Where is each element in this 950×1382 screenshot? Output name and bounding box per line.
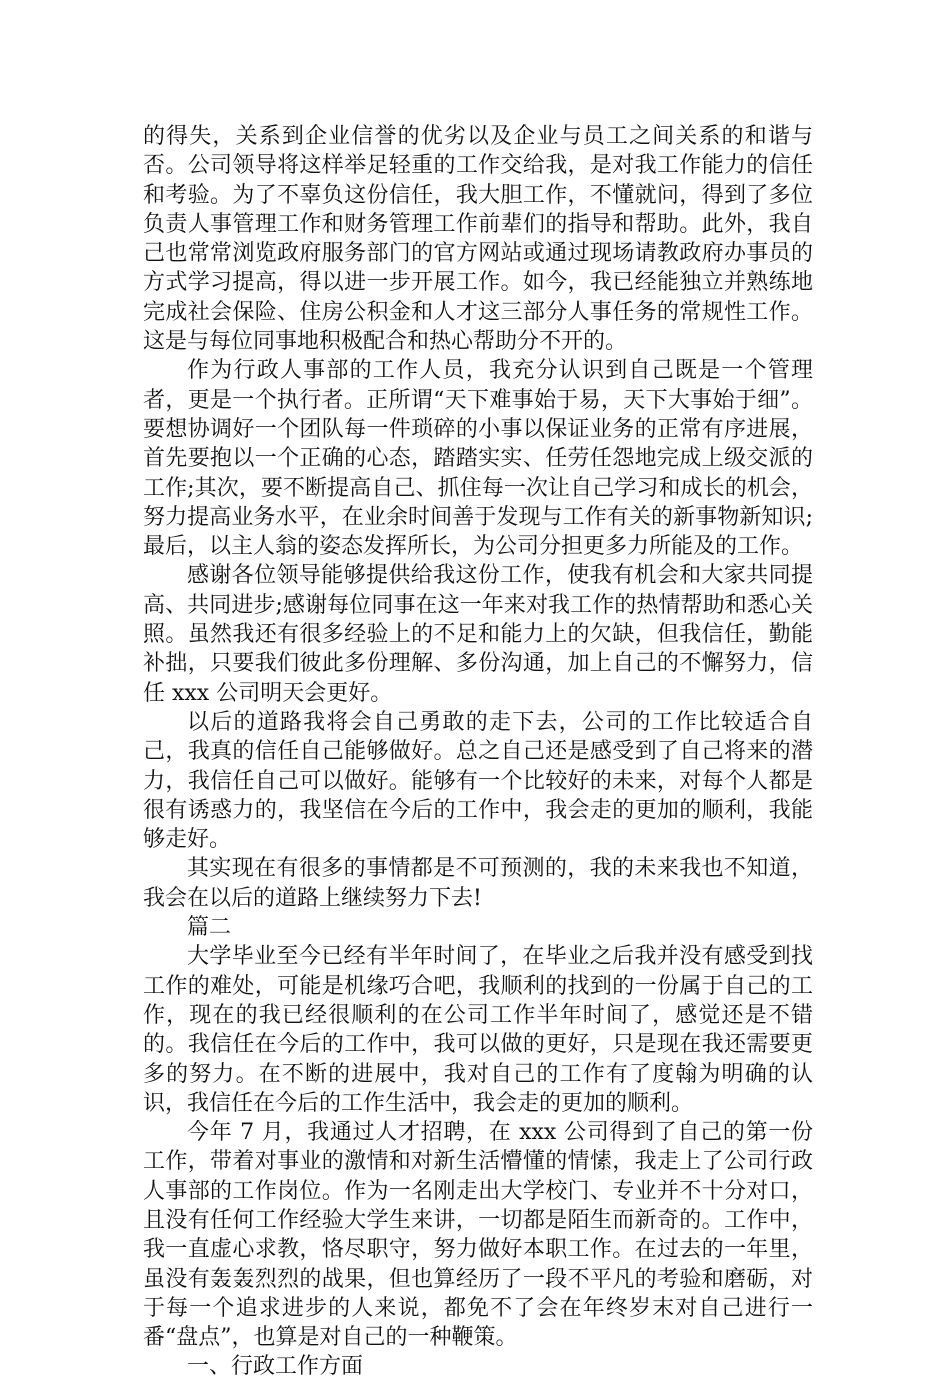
- paragraph: 以后的道路我将会自己勇敢的走下去，公司的工作比较适合自己，我真的信任自己能够做好。总之自己还是感受到了自己将来的潜力，我信任自己可以做好。能够有一个比较好的未来，对每个人都是很有诱惑力的，我坚信在今后的工作中，我会走的更加的顺利，我能够走好。: [143, 709, 813, 853]
- document-body: [143, 122, 813, 1382]
- paragraph: 其实现在有很多的事情都是不可预测的，我的未来我也不知道，我会在以后的道路上继续努力下去!: [143, 856, 813, 911]
- paragraph: 今年 7 月，我通过人才招聘，在 xxx 公司得到了自己的第一份工作，带着对事业的激情和对新生活懵懂的情愫，我走上了公司行政人事部的工作岗位。作为一名刚走出大学校门、专业并不十分对口，且没有任何工作经验大学生来讲，一切都是陌生而新奇的。工作中，我一直虚心求教，恪尽职守，努力做好本职工作。在过去的一年里，虽没有轰轰烈烈的战果，但也算经历了一段不平凡的考验和磨砺，对于每一个追求进步的人来说，都免不了会在年终岁末对自己进行一番“盘点”，也算是对自己的一种鞭策。: [143, 1120, 813, 1351]
- paragraph: 大学毕业至今已经有半年时间了，在毕业之后我并没有感受到找工作的难处，可能是机缘巧合吧，我顺利的找到的一份属于自己的工作，现在的我已经很顺利的在公司工作半年时间了，感觉还是不错的。我信任在今后的工作中，我可以做的更好，只是现在我还需要更多的努力。在不断的进展中，我对自己的工作有了度翰为明确的认识，我信任在今后的工作生活中，我会走的更加的顺利。: [143, 944, 813, 1116]
- paragraph: 的得失，关系到企业信誉的优劣以及企业与员工之间关系的和谐与否。公司领导将这样举足轻重的工作交给我，是对我工作能力的信任和考验。为了不辜负这份信任，我大胆工作，不懂就问，得到了多位负责人事管理工作和财务管理工作前辈们的指导和帮助。此外，我自己也常常浏览政府服务部门的官方网站或通过现场请教政府办事员的方式学习提高，得以进一步开展工作。如今，我已经能独立并熟练地完成社会保险、住房公积金和人才这三部分人事任务的常规性工作。这是与每位同事地积极配合和热心帮助分不开的。: [143, 124, 813, 355]
- subheading: 一、行政工作方面: [187, 1354, 364, 1380]
- section-label: 篇二: [187, 915, 232, 941]
- paragraph: 感谢各位领导能够提供给我这份工作，使我有机会和大家共同提高、共同进步;感谢每位同事在这一年来对我工作的热情帮助和悉心关照。虽然我还有很多经验上的不足和能力上的欠缺，但我信任，勤能补拙，只要我们彼此多份理解、多份沟通，加上自己的不懈努力，信任 xxx 公司明天会更好。: [143, 563, 813, 706]
- paragraph: 作为行政人事部的工作人员，我充分认识到自己既是一个管理者，更是一个执行者。正所谓“天下难事始于易，天下大事始于细”。要想协调好一个团队每一件琐碎的小事以保证业务的正常有序进展，首先要抱以一个正确的心态，踏踏实实、任劳任怨地完成上级交派的工作;其次，要不断提高自己、抓住每一次让自己学习和成长的机会，努力提高业务水平，在业余时间善于发现与工作有关的新事物新知识;最后，以主人翁的姿态发挥所长，为公司分担更多力所能及的工作。: [143, 358, 813, 560]
